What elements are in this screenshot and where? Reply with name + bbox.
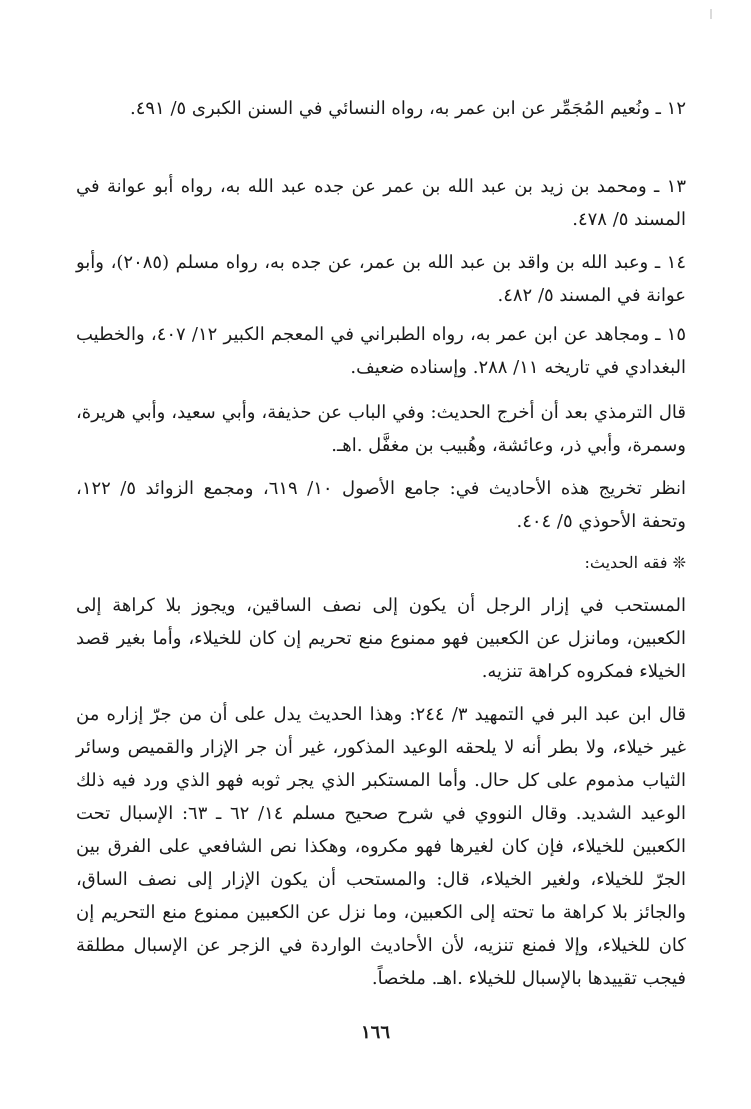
takhrij-item-12: ١٢ ـ ونُعيم المُجَمِّر عن ابن عمر به، رواه النسائي في السنن الكبرى ٥/ ٤٩١. xyxy=(129,98,686,119)
takhrij-references: انظر تخريج هذه الأحاديث في: جامع الأصول ١٠/ ٦١٩، ومجمع الزوائد ٥/ ١٢٢، وتحفة الأحوذي ٥/ ٤٠٤. xyxy=(76,478,686,532)
page-number: ١٦٦ xyxy=(360,1022,390,1043)
takhrij-item-14: ١٤ ـ وعبد الله بن واقد بن عبد الله بن عمر، عن جده به، رواه مسلم (٢٠٨٥)، وأبو عوانة في المسند ٥/ ٤٨٢. xyxy=(76,252,686,306)
tirmidhi-note: قال الترمذي بعد أن أخرج الحديث: وفي الباب عن حذيفة، وأبي سعيد، وأبي هريرة، وسمرة، وأبي ذر، وعائشة، وهُبيب بن مغفَّل .اهـ. xyxy=(76,402,686,456)
fiqh-paragraph-quotes: قال ابن عبد البر في التمهيد ٣/ ٢٤٤: وهذا الحديث يدل على أن من جرّ إزاره من غير خيلاء، ولا بطر أنه لا يلحقه الوعيد المذكور، غير أن جر الإزار والقميص وسائر الثياب مذموم على كل حال. وأما المستكبر الذي يجر ثوبه فهو الذي ورد فيه ذلك الوعيد الشديد. وقال النووي في شرح صحيح مسلم ١٤/ ٦٢ ـ ٦٣: الإسبال تحت الكعبين للخيلاء، فإن كان لغيرها فهو مكروه، وهكذا نص الشافعي على الفرق بين الجرّ للخيلاء، ولغير الخيلاء، قال: والمستحب أن يكون الإزار إلى نصف الساق، والجائز بلا كراهة ما تحته إلى الكعبين، وما نزل عن الكعبين ممنوع منع التحريم إن كان للخيلاء، وإلا فمنع تنزيه، لأن الأحاديث الواردة في الزجر عن الإسبال مطلقة فيجب تقييدها بالإسبال للخيلاء .اهـ. ملخصاً. xyxy=(76,704,686,989)
takhrij-item-15: ١٥ ـ ومجاهد عن ابن عمر به، رواه الطبراني في المعجم الكبير ١٢/ ٤٠٧، والخطيب البغدادي في تاريخه ١١/ ٢٨٨. وإسناده ضعيف. xyxy=(76,324,687,378)
takhrij-item-13: ١٣ ـ ومحمد بن زيد بن عبد الله بن عمر عن جده عبد الله به، رواه أبو عوانة في المسند ٥/ ٤٧٨. xyxy=(76,176,686,230)
fiqh-paragraph-ruling: المستحب في إزار الرجل أن يكون إلى نصف الساقين، ويجوز بلا كراهة إلى الكعبين، ومانزل عن الكعبين فهو ممنوع منع تحريم إن كان للخيلاء، وأما بغير قصد الخيلاء فمكروه كراهة تنزيه. xyxy=(76,595,686,682)
section-heading-fiqh: ❊ فقه الحديث: xyxy=(584,553,686,572)
corner-tick-mark xyxy=(705,8,717,20)
